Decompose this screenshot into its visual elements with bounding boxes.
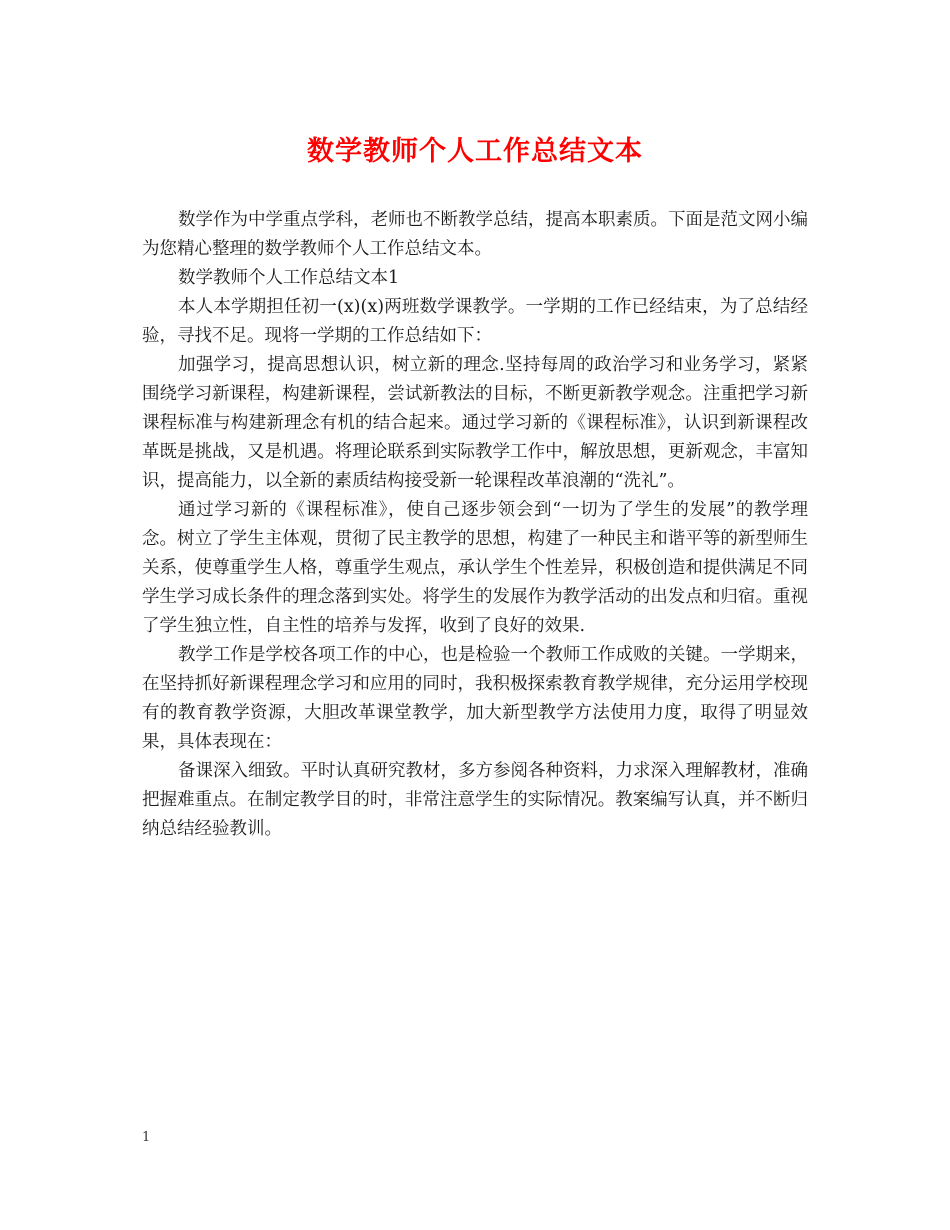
paragraph-lesson-prep: 备课深入细致。平时认真研究教材，多方参阅各种资料，力求深入理解教材，准确把握难重点。在制定教学目的时，非常注意学生的实际情况。教案编写认真，并不断归纳总结经验教训。 <box>142 761 808 839</box>
paragraph-assignment: 本人本学期担任初一(x)(x)两班数学课教学。一学期的工作已经结束，为了总结经验，寻找不足。现将一学期的工作总结如下： <box>142 297 808 346</box>
paragraph-teaching: 教学工作是学校各项工作的中心，也是检验一个教师工作成败的关键。一学期来，在坚持抓好新课程理念学习和应用的同时，我积极探索教育教学规律，充分运用学校现有的教育教学资源，大胆改革课堂教学，加大新型教学方法使用力度，取得了明显效果，具体表现在： <box>142 645 808 752</box>
paragraph-intro: 数学作为中学重点学科，老师也不断教学总结，提高本职素质。下面是范文网小编为您精心整理的数学教师个人工作总结文本。 <box>142 210 808 259</box>
paragraph-heading-1: 数学教师个人工作总结文本1 <box>178 268 400 288</box>
paragraph-curriculum: 通过学习新的《课程标准》，使自己逐步领会到“一切为了学生的发展”的教学理念。树立了学生主体观，贯彻了民主教学的思想，构建了一种民主和谐平等的新型师生关系，使尊重学生人格，尊重学生观点，承认学生个性差异，积极创造和提供满足不同学生学习成长条件的理念落到实处。将学生的发展作为教学活动的出发点和归宿。重视了学生独立性，自主性的培养与发挥，收到了良好的效果. <box>142 500 808 636</box>
document-body <box>142 206 808 844</box>
paragraph-study: 加强学习，提高思想认识，树立新的理念.坚持每周的政治学习和业务学习，紧紧围绕学习新课程，构建新课程，尝试新教法的目标，不断更新教学观念。注重把学习新课程标准与构建新理念有机的结合起来。通过学习新的《课程标准》，认识到新课程改革既是挑战，又是机遇。将理论联系到实际教学工作中，解放思想，更新观念，丰富知识，提高能力，以全新的素质结构接受新一轮课程改革浪潮的“洗礼”。 <box>142 355 808 491</box>
document-title: 数学教师个人工作总结文本 <box>307 136 643 167</box>
page-number: 1 <box>142 1130 151 1145</box>
